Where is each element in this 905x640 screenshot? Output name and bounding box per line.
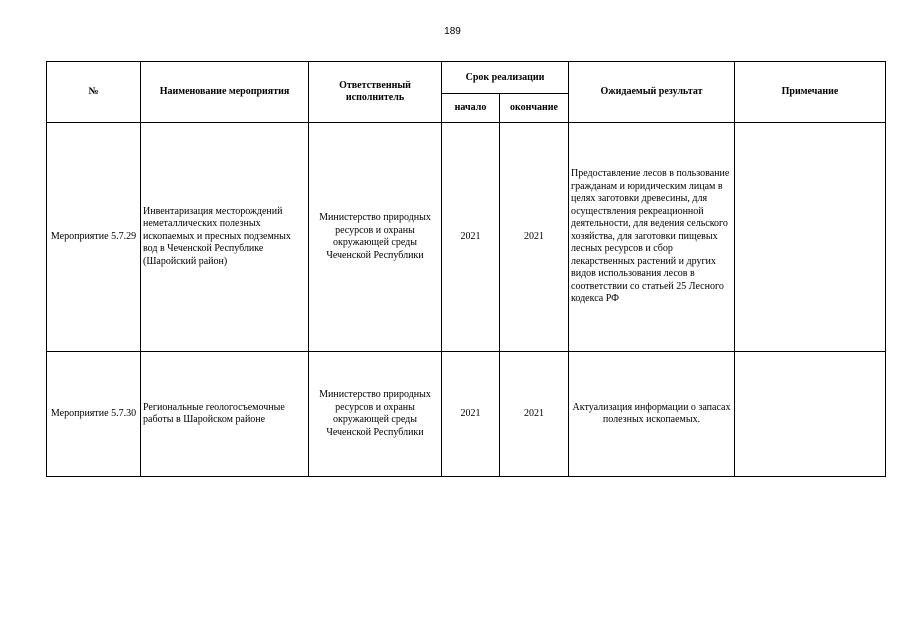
header-executor: Ответственный исполнитель <box>309 62 442 123</box>
table-row <box>47 123 886 352</box>
header-start: начало <box>442 94 500 123</box>
cell-name: Региональные геологосъемочные работы в Шаройском районе <box>141 352 309 477</box>
cell-executor: Министерство природных ресурсов и охраны окружающей среды Чеченской Республики <box>309 352 442 477</box>
header-term: Срок реализации <box>442 62 569 94</box>
header-num: № <box>47 62 141 123</box>
page-number: 189 <box>444 26 461 37</box>
cell-name: Инвентаризация месторождений неметаллических полезных ископаемых и пресных подземных вод в Чеченской Республике (Шаройский район) <box>141 123 309 352</box>
header-note: Примечание <box>735 62 886 123</box>
cell-num: Мероприятие 5.7.29 <box>47 123 141 352</box>
cell-start: 2021 <box>442 352 500 477</box>
cell-start: 2021 <box>442 123 500 352</box>
cell-note <box>735 352 886 477</box>
header-name: Наименование мероприятия <box>141 62 309 123</box>
cell-end: 2021 <box>500 352 569 477</box>
activities-table <box>46 61 886 477</box>
cell-note <box>735 123 886 352</box>
cell-result: Актуализация информации о запасах полезных ископаемых. <box>569 352 735 477</box>
cell-result: Предоставление лесов в пользование гражданам и юридическим лицам в целях заготовки древесины, для осуществления рекреационной деятельности, для ведения сельского хозяйства, для заготовки пищевых лесных ресурсов и сбор лекарственных растений и других видов использования лесов в соответствии со статьей 25 Лесного кодекса РФ <box>569 123 735 352</box>
cell-end: 2021 <box>500 123 569 352</box>
cell-executor: Министерство природных ресурсов и охраны окружающей среды Чеченской Республики <box>309 123 442 352</box>
table-row <box>47 352 886 477</box>
header-end: окончание <box>500 94 569 123</box>
cell-num: Мероприятие 5.7.30 <box>47 352 141 477</box>
table-header-row <box>47 62 886 94</box>
header-result: Ожидаемый результат <box>569 62 735 123</box>
